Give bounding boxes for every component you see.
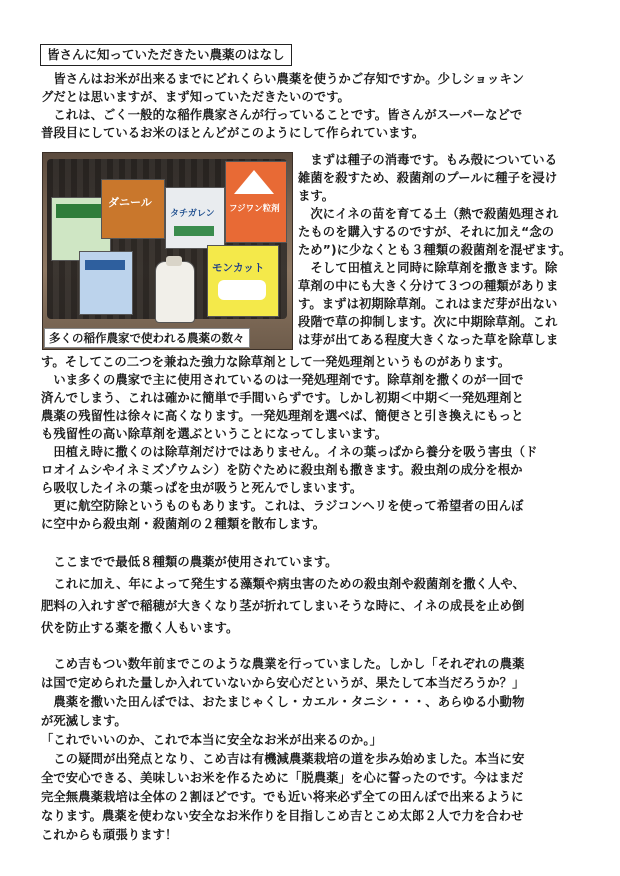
text-line: こめ吉もつい数年前までこのような農業を行っていました。しかし「それぞれの農薬: [41, 657, 525, 671]
package-fujiwan: [225, 161, 287, 243]
text-line: そして田植えと同時に除草剤を撒きます。除: [298, 261, 558, 275]
text-line: に空中から殺虫剤・殺菌剤の２種類を散布します。: [41, 517, 326, 531]
text-line: ロオイムシやイネミズゾウムシ）を防ぐために殺虫剤も撒きます。殺虫剤の成分を根か: [41, 463, 523, 477]
text-line: が死滅します。: [41, 714, 127, 728]
text-line: も残留性の高い除草剤を選ぶということになってしまいます。: [41, 427, 388, 441]
package-label-monkatto: モンカット: [212, 262, 265, 274]
text-line: 皆さんはお米が出来るまでにどれくらい農薬を使うかご存知ですか。少しショッキン: [41, 72, 525, 86]
text-line: 農薬の残留性は徐々に高くなります。一発処理剤を選べば、簡便さと引き換えにもっと: [41, 409, 524, 423]
text-line: 全で安心できる、美味しいお米を作るために「脱農薬」を心に誓ったのです。今はまだ: [41, 771, 524, 785]
text-line: 段階で草の抑制します。次に中期除草剤。これ: [298, 315, 558, 329]
pesticide-photo: [42, 152, 293, 350]
package-label-fujiwan: フジワン粒剤: [229, 204, 280, 214]
text-line: は国で定められた量しか入れていないから安心だというが、果たして本当だろうか？」: [41, 676, 525, 690]
text-line: この疑問が出発点となり、こめ吉は有機減農薬栽培の道を歩み始めました。本当に安: [41, 752, 525, 766]
photo-caption: 多くの稲作農家で使われる農薬の数々: [44, 328, 250, 348]
text-line: まずは種子の消毒です。もみ殻についている: [298, 153, 558, 167]
text-line: ため”)に少なくとも３種類の殺菌剤を混ぜます。: [298, 243, 572, 257]
text-line: これは、ごく一般的な稲作農家さんが行っていることです。皆さんがスーパーなどで: [41, 108, 523, 122]
document-title: 皆さんに知っていただきたい農薬のはなし: [40, 44, 292, 66]
text-line: 草剤の中にも大きく分けて３つの種類がありま: [298, 279, 559, 293]
package-bottle: [155, 261, 195, 323]
text-line: グだとは思いますが、まず知っていただきたいのです。: [41, 90, 350, 104]
text-line: これからも頑張ります！: [41, 828, 178, 842]
text-line: 次にイネの苗を育てる土（熱で殺菌処理され: [298, 207, 559, 221]
text-line: 更に航空防除というものもあります。これは、ラジコンヘリを使って希望者の田んぼ: [41, 499, 524, 513]
package-tachigaren: [165, 187, 225, 249]
package-label-tachigaren: タチガレン: [170, 209, 215, 219]
text-line: 農薬を撒いた田んぼでは、おたまじゃくし・カエル・タニシ・・・、あらゆる小動物: [41, 695, 525, 709]
text-line: す。そしてこの二つを兼ねた強力な除草剤として一発処理剤というものがあります。: [41, 355, 511, 369]
text-line: 伏を防止する薬を撒く人もいます。: [41, 621, 239, 635]
text-line: いま多くの農家で主に使用されているのは一発処理剤です。除草剤を撒くのが一回で: [41, 373, 524, 387]
text-line: たものを購入するのですが、それに加え“念の: [298, 225, 555, 239]
package-label-daniiru: ダニール: [108, 196, 152, 209]
text-line: ます。: [298, 189, 335, 203]
text-line: 普段目にしているお米のほとんどがこのようにして作られています。: [41, 126, 425, 140]
text-line: 「これでいいのか、これで本当に安全なお米が出来るのか。」: [41, 733, 382, 747]
package-blue-box: [79, 251, 133, 315]
package-monkatto: [207, 245, 279, 317]
text-line: 完全無農薬栽培は全体の２割ほどです。でも近い将来必ず全ての田んぼで出来るように: [41, 790, 524, 804]
package-daniiru: [101, 179, 165, 239]
text-line: 済んでしまう、これは確かに簡単で手間いらずです。しかし初期＜中期＜一発処理剤と: [41, 391, 524, 405]
text-line: は芽が出てある程度大きくなった草を除草しま: [298, 333, 559, 347]
text-line: これに加え、年によって発生する藻類や病虫害のための殺虫剤や殺菌剤を撒く人や、: [41, 577, 525, 591]
text-line: ら吸収したイネの葉っぱを虫が吸うと死んでしまいます。: [41, 481, 363, 495]
text-line: 田植え時に撒くのは除草剤だけではありません。イネの葉っぱから養分を吸う害虫（ド: [41, 445, 538, 459]
text-line: す。まずは初期除草剤。これはまだ芽が出ない: [298, 297, 558, 311]
text-line: ここまでで最低８種類の農薬が使用されています。: [41, 555, 338, 569]
text-line: なります。農薬を使わない安全なお米作りを目指しこめ吉とこめ太郎２人で力を合わせ: [41, 809, 524, 823]
text-line: 肥料の入れすぎで稲穂が大きくなり茎が折れてしまいそうな時に、イネの成長を止め倒: [41, 599, 525, 613]
text-line: 雑菌を殺すため、殺菌剤のプールに種子を浸け: [298, 171, 558, 185]
